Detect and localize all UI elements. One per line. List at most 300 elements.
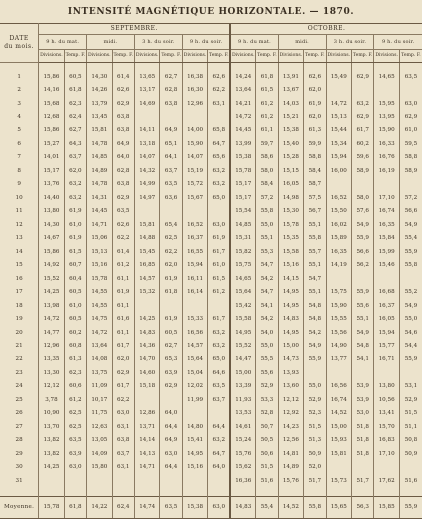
temp-cell: 62,8 xyxy=(112,165,134,178)
divisions-cell: 13,76 xyxy=(39,178,64,191)
day-number: 28 xyxy=(0,434,39,447)
divisions-cell: 15,81 xyxy=(134,219,159,232)
divisions-cell: 15,80 xyxy=(87,461,112,474)
temp-cell: 62,6 xyxy=(112,84,134,97)
divisions-cell: 15,46 xyxy=(374,259,399,272)
temp-cell: 62,0 xyxy=(304,84,326,97)
temp-cell: 55,2 xyxy=(404,289,418,296)
divisions-cell: 13,82 xyxy=(39,448,64,461)
day-number: 29 xyxy=(0,448,39,461)
temp-cell: 55,8 xyxy=(304,232,326,245)
temp-cell: 57,5 xyxy=(304,192,326,205)
divisions-cell: 13,41 xyxy=(374,407,399,420)
divisions-cell: 12,68 xyxy=(39,111,64,124)
temp-cell: 54,7 xyxy=(256,286,278,299)
divisions-cell: 14,95 xyxy=(278,300,303,313)
temp-cell: 63,9 xyxy=(160,367,182,380)
temp-cell: 62,2 xyxy=(160,246,182,259)
temp-cell: 62,9 xyxy=(112,98,134,111)
divisions-cell xyxy=(374,273,399,286)
day-number: 7 xyxy=(0,151,39,164)
temp-cell: 65,0 xyxy=(208,192,230,205)
divisions-cell: 14,55 xyxy=(87,300,112,313)
divisions-cell: 15,73 xyxy=(326,475,351,488)
temp-cell xyxy=(160,205,182,218)
temp-cell: 63,8 xyxy=(160,98,182,111)
temp-cell: 62,9 xyxy=(112,192,134,205)
temp-cell: 62,9 xyxy=(351,111,373,124)
date-header-line2: du mois. xyxy=(4,43,35,50)
divisions-cell: 15,82 xyxy=(230,246,255,259)
temp-cell: 63,2 xyxy=(208,327,230,340)
temp-cell: 55,8 xyxy=(256,205,278,218)
temp-cell: 55,0 xyxy=(256,219,278,232)
temp-cell: 61,8 xyxy=(256,71,278,84)
divisions-cell: 15,19 xyxy=(182,165,207,178)
divisions-cell: 14,95 xyxy=(278,327,303,340)
temp-cell: 62,5 xyxy=(64,421,86,434)
temp-cell: 60,4 xyxy=(64,273,86,286)
temp-cell: 61,7 xyxy=(112,380,134,393)
table-row xyxy=(0,232,422,245)
divisions-cell: 15,04 xyxy=(182,367,207,380)
temp-cell: 50,7 xyxy=(256,421,278,434)
time-header: 3 h. du soir. xyxy=(134,35,182,50)
temp-cell xyxy=(208,475,230,488)
divisions-cell: 15,17 xyxy=(230,192,255,205)
temp-cell: 56,3 xyxy=(351,496,373,518)
temp-cell: 53,9 xyxy=(351,380,373,393)
temp-cell: 54,8 xyxy=(304,313,326,326)
divisions-cell: 14,36 xyxy=(134,340,159,353)
divisions-cell: 12,96 xyxy=(182,98,207,111)
divisions-cell: 14,73 xyxy=(278,354,303,367)
temp-cell: 51,8 xyxy=(351,434,373,447)
temp-cell: 63,6 xyxy=(160,192,182,205)
divisions-cell: 15,81 xyxy=(326,448,351,461)
temp-cell: 64,4 xyxy=(160,461,182,474)
divisions-cell: 14,85 xyxy=(230,219,255,232)
temp-cell: 57,6 xyxy=(351,205,373,218)
divisions-cell: 17,10 xyxy=(374,448,399,461)
divisions-cell: 13,80 xyxy=(39,205,64,218)
time-header: midi. xyxy=(87,35,135,50)
day-number: 23 xyxy=(0,367,39,380)
temp-cell: 63,5 xyxy=(160,178,182,191)
divisions-cell: 15,49 xyxy=(326,71,351,84)
day-number: 24 xyxy=(0,380,39,393)
divisions-cell: 16,56 xyxy=(182,327,207,340)
time-header-row xyxy=(0,35,422,50)
time-header: 3 h. du soir. xyxy=(326,35,374,50)
divisions-cell: 15,78 xyxy=(230,165,255,178)
temp-cell: 61,1 xyxy=(112,300,134,313)
table-row xyxy=(0,327,422,340)
divisions-cell: 15,94 xyxy=(326,151,351,164)
divisions-cell: 16,71 xyxy=(374,354,399,367)
divisions-cell: 15,64 xyxy=(230,286,255,299)
divisions-cell: 15,81 xyxy=(87,125,112,138)
temp-cell: 63,5 xyxy=(64,434,86,447)
divisions-cell xyxy=(374,461,399,474)
temp-cell: 61,7 xyxy=(208,246,230,259)
temp-header: Temp. F. xyxy=(112,50,134,63)
divisions-cell: 12,02 xyxy=(182,380,207,393)
temp-cell: 62,9 xyxy=(160,380,182,393)
divisions-cell: 15,90 xyxy=(374,125,399,138)
temp-cell: 61,7 xyxy=(112,340,134,353)
divisions-cell: 13,75 xyxy=(87,367,112,380)
temp-cell xyxy=(351,273,373,286)
temp-cell: 53,1 xyxy=(404,383,418,390)
divisions-cell: 15,06 xyxy=(87,232,112,245)
temp-cell: 63,2 xyxy=(208,165,230,178)
temp-cell xyxy=(351,178,373,191)
day-number: 30 xyxy=(0,461,39,474)
divisions-cell: 14,23 xyxy=(278,421,303,434)
table-row xyxy=(0,98,422,111)
temp-cell: 62,2 xyxy=(112,232,134,245)
temp-cell xyxy=(399,367,422,380)
divisions-cell: 15,77 xyxy=(374,340,399,353)
temp-cell: 53,3 xyxy=(256,394,278,407)
temp-cell: 64,0 xyxy=(208,461,230,474)
temp-cell: 56,6 xyxy=(351,246,373,259)
temp-cell: 62,6 xyxy=(304,71,326,84)
divisions-cell: 15,67 xyxy=(182,192,207,205)
temp-cell: 55,1 xyxy=(351,313,373,326)
table-row xyxy=(0,219,422,232)
divisions-cell: 14,83 xyxy=(278,313,303,326)
divisions-cell: 14,72 xyxy=(326,98,351,111)
divisions-cell: 14,77 xyxy=(39,327,64,340)
temp-cell: 54,0 xyxy=(256,327,278,340)
temp-cell: 61,9 xyxy=(304,98,326,111)
temp-cell: 55,1 xyxy=(304,286,326,299)
divisions-cell xyxy=(182,111,207,124)
temp-cell: 59,9 xyxy=(304,138,326,151)
divisions-header: Divisions. xyxy=(134,50,159,63)
time-header: 9 h. du mat. xyxy=(39,35,87,50)
temp-cell: 63,0 xyxy=(404,100,418,107)
divisions-cell: 15,65 xyxy=(326,496,351,518)
divisions-cell: 14,88 xyxy=(134,232,159,245)
temp-cell: 55,6 xyxy=(256,367,278,380)
divisions-cell: 15,13 xyxy=(87,246,112,259)
table-row xyxy=(0,367,422,380)
day-number: 3 xyxy=(0,98,39,111)
temp-header: Temp. F. xyxy=(256,50,278,63)
day-number: 10 xyxy=(0,192,39,205)
divisions-cell: 15,00 xyxy=(230,367,255,380)
temp-cell: 60,5 xyxy=(64,286,86,299)
divisions-cell: 15,21 xyxy=(278,111,303,124)
temp-cell: 62,7 xyxy=(160,71,182,84)
temp-cell: 61,1 xyxy=(112,273,134,286)
table-row xyxy=(0,205,422,218)
divisions-cell: 15,55 xyxy=(326,313,351,326)
temp-cell: 52,9 xyxy=(404,396,418,403)
divisions-cell: 15,00 xyxy=(278,340,303,353)
table-row xyxy=(0,380,422,393)
temp-cell: 50,9 xyxy=(404,450,418,457)
divisions-cell: 15,17 xyxy=(230,178,255,191)
divisions-cell: 15,90 xyxy=(182,138,207,151)
divisions-cell: 15,52 xyxy=(39,273,64,286)
temp-cell: 51,8 xyxy=(351,421,373,434)
divisions-cell: 14,65 xyxy=(230,273,255,286)
divisions-cell: 15,90 xyxy=(326,300,351,313)
temp-cell xyxy=(351,367,373,380)
divisions-cell: 15,56 xyxy=(326,327,351,340)
divisions-cell xyxy=(134,300,159,313)
temp-cell xyxy=(160,111,182,124)
temp-cell: 65,0 xyxy=(208,354,230,367)
temp-cell: 62,9 xyxy=(112,367,134,380)
temp-cell: 58,4 xyxy=(304,165,326,178)
divisions-cell xyxy=(326,367,351,380)
temp-cell: 64,7 xyxy=(208,138,230,151)
day-number: 27 xyxy=(0,421,39,434)
day-number: 14 xyxy=(0,246,39,259)
divisions-cell: 15,78 xyxy=(87,273,112,286)
temp-cell: 63,7 xyxy=(160,165,182,178)
temp-cell xyxy=(351,461,373,474)
temp-cell: 55,0 xyxy=(404,316,418,323)
temp-cell: 56,7 xyxy=(304,205,326,218)
divisions-cell: 13,80 xyxy=(374,380,399,393)
temp-cell xyxy=(160,394,182,407)
day-number: 20 xyxy=(0,327,39,340)
divisions-cell: 14,00 xyxy=(182,125,207,138)
temp-cell: 62,6 xyxy=(112,219,134,232)
spacer-row xyxy=(0,488,422,496)
divisions-cell: 13,45 xyxy=(87,111,112,124)
temp-cell: 58,8 xyxy=(404,154,418,161)
day-number: 16 xyxy=(0,273,39,286)
divisions-cell: 15,34 xyxy=(326,138,351,151)
divisions-header: Divisions. xyxy=(326,50,351,63)
table-row xyxy=(0,313,422,326)
spacer-row xyxy=(0,63,422,71)
divisions-cell: 14,95 xyxy=(278,286,303,299)
temp-cell: 53,0 xyxy=(351,407,373,420)
temp-cell: 63,5 xyxy=(404,73,418,80)
divisions-cell: 15,58 xyxy=(230,313,255,326)
temp-cell: 55,9 xyxy=(304,354,326,367)
time-header: 9 h. du mat. xyxy=(230,35,278,50)
temp-cell: 51,5 xyxy=(404,410,418,417)
divisions-cell: 15,17 xyxy=(39,165,64,178)
temp-cell: 61,2 xyxy=(256,111,278,124)
divisions-cell: 11,99 xyxy=(182,394,207,407)
temp-cell: 62,5 xyxy=(64,407,86,420)
temp-cell: 58,7 xyxy=(304,178,326,191)
divisions-cell xyxy=(134,475,159,488)
temp-cell: 61,6 xyxy=(112,313,134,326)
divisions-cell: 14,24 xyxy=(230,71,255,84)
table-row xyxy=(0,84,422,97)
temp-cell: 58,0 xyxy=(351,192,373,205)
divisions-cell: 14,57 xyxy=(134,273,159,286)
temp-cell: 61,8 xyxy=(160,286,182,299)
temp-cell xyxy=(208,111,230,124)
divisions-cell: 14,13 xyxy=(134,448,159,461)
temp-cell: 60,2 xyxy=(64,327,86,340)
temp-cell: 58,0 xyxy=(256,165,278,178)
divisions-cell: 15,27 xyxy=(39,138,64,151)
temp-cell: 54,2 xyxy=(304,327,326,340)
temp-cell: 61,4 xyxy=(112,71,134,84)
temp-cell: 58,9 xyxy=(404,167,418,174)
temp-cell: 51,3 xyxy=(304,434,326,447)
temp-cell: 55,6 xyxy=(351,300,373,313)
temp-cell xyxy=(399,84,422,97)
table-row xyxy=(0,286,422,299)
divisions-cell: 15,45 xyxy=(134,246,159,259)
temp-cell: 55,9 xyxy=(351,286,373,299)
divisions-cell: 13,30 xyxy=(39,367,64,380)
divisions-cell: 15,68 xyxy=(39,98,64,111)
divisions-cell: 14,72 xyxy=(230,111,255,124)
divisions-cell: 14,67 xyxy=(39,232,64,245)
divisions-cell: 15,85 xyxy=(374,496,399,518)
divisions-cell: 14,92 xyxy=(39,259,64,272)
temp-cell: 54,1 xyxy=(351,354,373,367)
temp-cell: 63,0 xyxy=(208,219,230,232)
temp-cell: 61,0 xyxy=(64,219,86,232)
divisions-cell: 10,17 xyxy=(87,394,112,407)
table-row xyxy=(0,434,422,447)
divisions-cell: 14,60 xyxy=(134,367,159,380)
divisions-cell: 13,71 xyxy=(134,421,159,434)
table-row xyxy=(0,125,422,138)
temp-cell: 63,1 xyxy=(112,421,134,434)
divisions-cell: 12,12 xyxy=(278,394,303,407)
divisions-cell: 13,65 xyxy=(134,71,159,84)
divisions-cell: 13,18 xyxy=(134,138,159,151)
temp-header: Temp. F. xyxy=(351,50,373,63)
divisions-cell: 14,16 xyxy=(39,84,64,97)
temp-cell: 64,9 xyxy=(160,125,182,138)
temp-cell: 61,9 xyxy=(208,232,230,245)
temp-cell: 63,2 xyxy=(64,178,86,191)
temp-cell: 54,7 xyxy=(256,259,278,272)
divisions-cell: 15,41 xyxy=(182,434,207,447)
divisions-cell: 14,83 xyxy=(230,496,255,518)
temp-cell: 60,5 xyxy=(160,327,182,340)
temp-cell: 64,4 xyxy=(208,421,230,434)
divisions-cell: 14,08 xyxy=(87,354,112,367)
day-number: 21 xyxy=(0,340,39,353)
divisions-cell: 15,86 xyxy=(39,125,64,138)
divisions-cell xyxy=(182,407,207,420)
day-number: 25 xyxy=(0,394,39,407)
temp-cell: 61,2 xyxy=(208,286,230,299)
divisions-cell: 16,05 xyxy=(278,178,303,191)
divisions-cell: 16,74 xyxy=(326,394,351,407)
divisions-cell xyxy=(182,205,207,218)
temp-cell: 61,5 xyxy=(256,84,278,97)
temp-cell: 61,0 xyxy=(404,127,418,134)
temp-cell: 55,1 xyxy=(256,232,278,245)
temp-cell: 62,4 xyxy=(64,111,86,124)
divisions-cell: 14,32 xyxy=(134,165,159,178)
temp-cell: 57,2 xyxy=(404,194,418,201)
divisions-cell: 14,45 xyxy=(230,125,255,138)
temp-cell: 54,9 xyxy=(404,302,418,309)
time-header: midi. xyxy=(278,35,326,50)
temp-cell: 55,9 xyxy=(351,232,373,245)
temp-cell: 64,0 xyxy=(160,407,182,420)
temp-cell: 62,9 xyxy=(351,71,373,84)
temp-cell: 52,9 xyxy=(256,380,278,393)
divisions-cell xyxy=(374,178,399,191)
divisions-cell: 13,82 xyxy=(39,434,64,447)
temp-cell: 54,2 xyxy=(256,313,278,326)
temp-cell: 63,2 xyxy=(208,340,230,353)
temp-cell xyxy=(208,407,230,420)
temp-cell: 63,8 xyxy=(112,434,134,447)
day-number: 19 xyxy=(0,313,39,326)
temp-cell: 55,4 xyxy=(256,496,278,518)
temp-cell: 63,0 xyxy=(64,461,86,474)
temp-cell: 63,7 xyxy=(64,151,86,164)
divisions-cell: 14,07 xyxy=(134,151,159,164)
divisions-cell: 13,99 xyxy=(230,138,255,151)
temp-cell: 60,6 xyxy=(64,380,86,393)
divisions-cell: 16,56 xyxy=(326,380,351,393)
divisions-cell: 14,72 xyxy=(39,313,64,326)
temp-cell: 55,0 xyxy=(256,340,278,353)
time-header: 9 h. du soir. xyxy=(374,35,422,50)
page-title: INTENSITÉ MAGNÉTIQUE HORIZONTALE. — 1870. xyxy=(67,7,355,17)
day-number: 11 xyxy=(0,205,39,218)
divisions-cell: 14,95 xyxy=(230,327,255,340)
divisions-cell: 16,33 xyxy=(374,138,399,151)
divisions-cell xyxy=(134,111,159,124)
temp-cell: 54,2 xyxy=(256,273,278,286)
divisions-cell: 11,09 xyxy=(87,380,112,393)
temp-cell: 62,0 xyxy=(112,354,134,367)
divisions-cell: 15,15 xyxy=(278,165,303,178)
divisions-cell: 15,93 xyxy=(326,434,351,447)
temp-cell: 55,8 xyxy=(404,262,418,269)
divisions-cell: 16,05 xyxy=(374,313,399,326)
data-table xyxy=(0,23,422,519)
divisions-cell: 15,86 xyxy=(39,71,64,84)
divisions-cell: 14,78 xyxy=(87,178,112,191)
temp-cell: 61,9 xyxy=(160,273,182,286)
day-number: 6 xyxy=(0,138,39,151)
divisions-header: Divisions. xyxy=(374,50,399,63)
divisions-cell: 14,30 xyxy=(87,71,112,84)
temp-cell: 55,3 xyxy=(256,246,278,259)
divisions-cell: 14,15 xyxy=(278,273,303,286)
temp-cell: 61,0 xyxy=(64,300,86,313)
divisions-cell: 14,55 xyxy=(87,286,112,299)
divisions-cell: 14,01 xyxy=(39,151,64,164)
temp-cell: 53,9 xyxy=(351,394,373,407)
temp-cell: 60,5 xyxy=(64,71,86,84)
temp-cell: 54,9 xyxy=(304,340,326,353)
divisions-cell: 14,26 xyxy=(87,84,112,97)
temp-cell: 63,8 xyxy=(112,111,134,124)
temp-cell: 57,2 xyxy=(256,192,278,205)
temp-cell: 63,0 xyxy=(112,407,134,420)
divisions-cell: 14,19 xyxy=(326,259,351,272)
temp-header: Temp. F. xyxy=(208,50,230,63)
